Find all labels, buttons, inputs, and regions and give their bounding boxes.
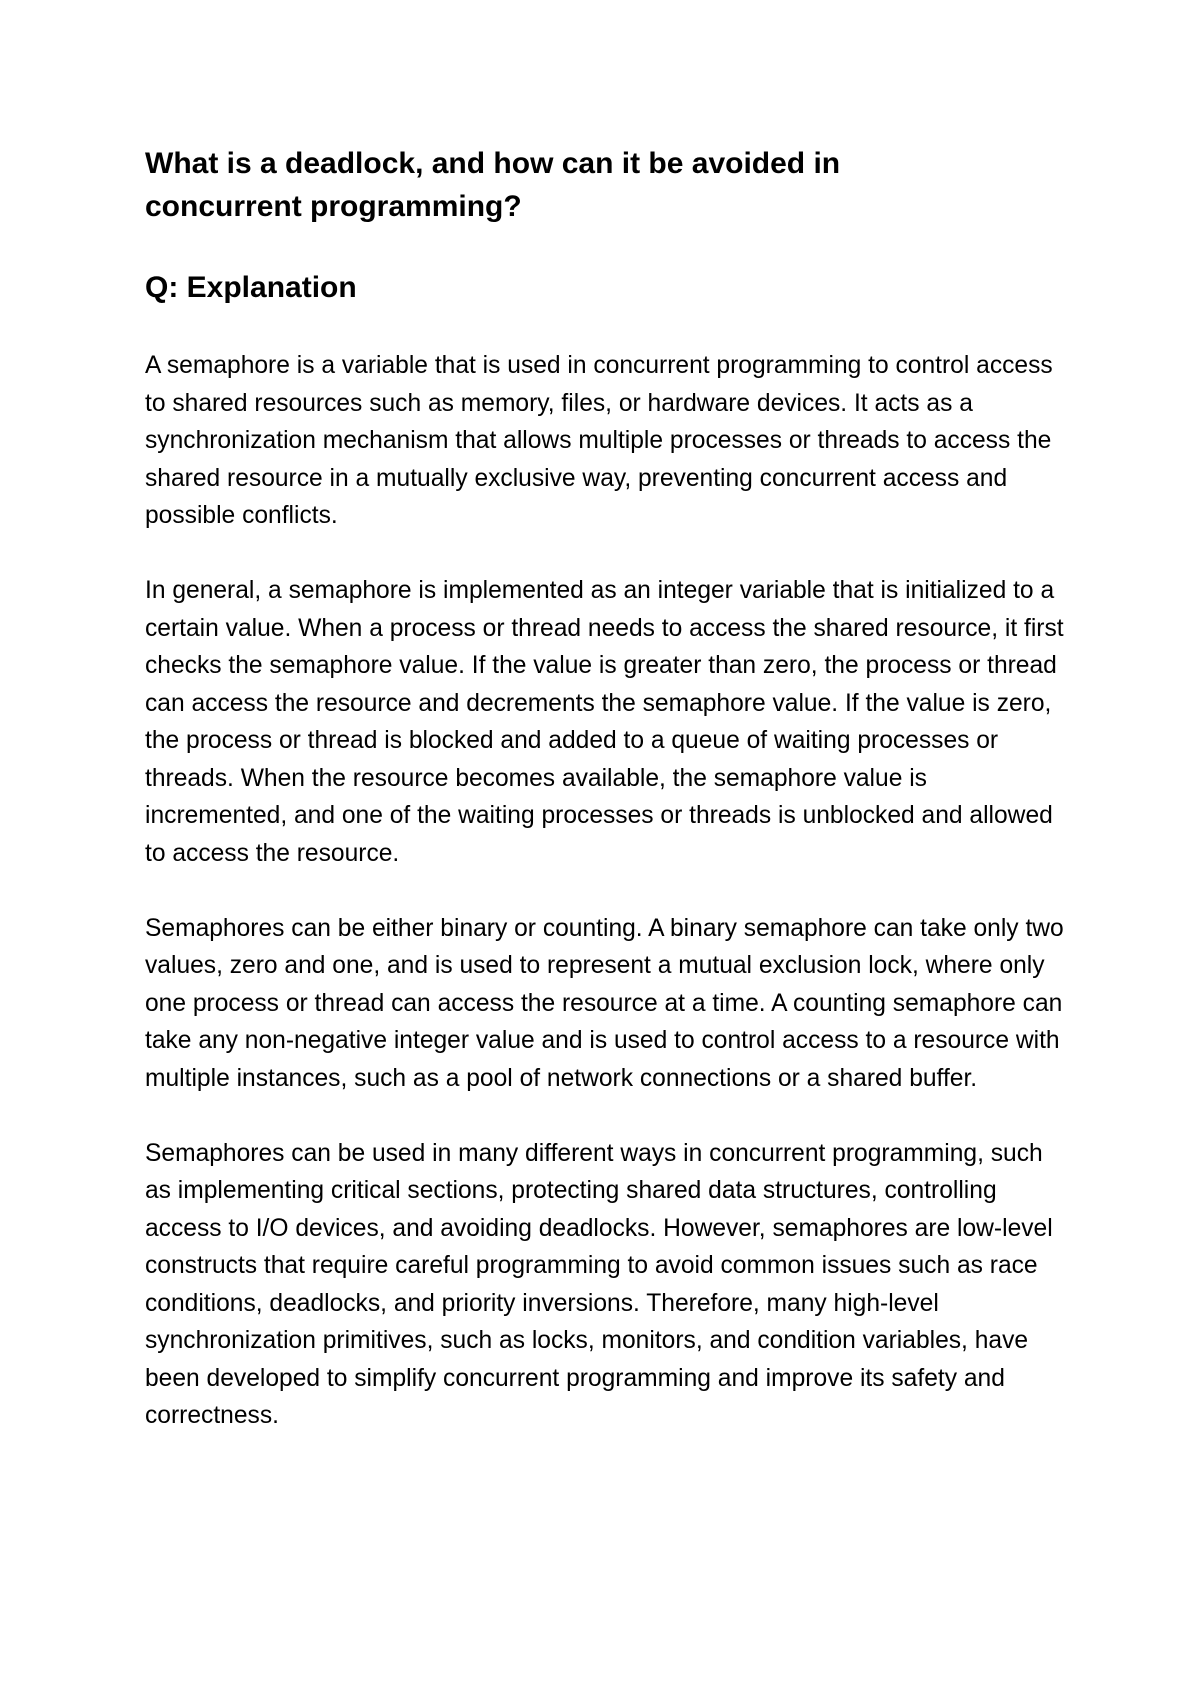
document-body: [145, 142, 1075, 1435]
paragraph-semaphore-usage: Semaphores can be used in many different ways in concurrent programming, such as implementing critical sections, protecting shared data structures, controlling access to I/O devices, and avoiding deadlocks. However, semaphores are low-level constructs that require careful programming to avoid common issues such as race conditions, deadlocks, and priority inversions. Therefore, many high-level synchronization primitives, such as locks, monitors, and condition variables, have been developed to simplify concurrent programming and improve its safety and correctness.: [145, 1139, 1053, 1429]
document-title: What is a deadlock, and how can it be avoided in concurrent programming?: [145, 147, 841, 223]
paragraph-semaphore-types: Semaphores can be either binary or counting. A binary semaphore can take only two values, zero and one, and is used to represent a mutual exclusion lock, where only one process or thread can access the resource at a time. A counting semaphore can take any non-negative integer value and is used to control access to a resource with multiple instances, such as a pool of network connections or a shared buffer.: [145, 914, 1064, 1092]
paragraph-semaphore-definition: A semaphore is a variable that is used in concurrent programming to control access to shared resources such as memory, files, or hardware devices. It acts as a synchronization mechanism that allows multiple processes or threads to access the shared resource in a mutually exclusive way, preventing concurrent access and possible conflicts.: [145, 352, 1053, 529]
section-heading: Q: Explanation: [145, 271, 357, 304]
paragraph-semaphore-implementation: In general, a semaphore is implemented as an integer variable that is initialized to a certain value. When a process or thread needs to access the shared resource, it first checks the semaphore value. If the value is greater than zero, the process or thread can access the resource and decrements the semaphore value. If the value is zero, the process or thread is blocked and added to a queue of waiting processes or threads. When the resource becomes available, the semaphore value is incremented, and one of the waiting processes or threads is unblocked and allowed to access the resource.: [145, 577, 1064, 867]
